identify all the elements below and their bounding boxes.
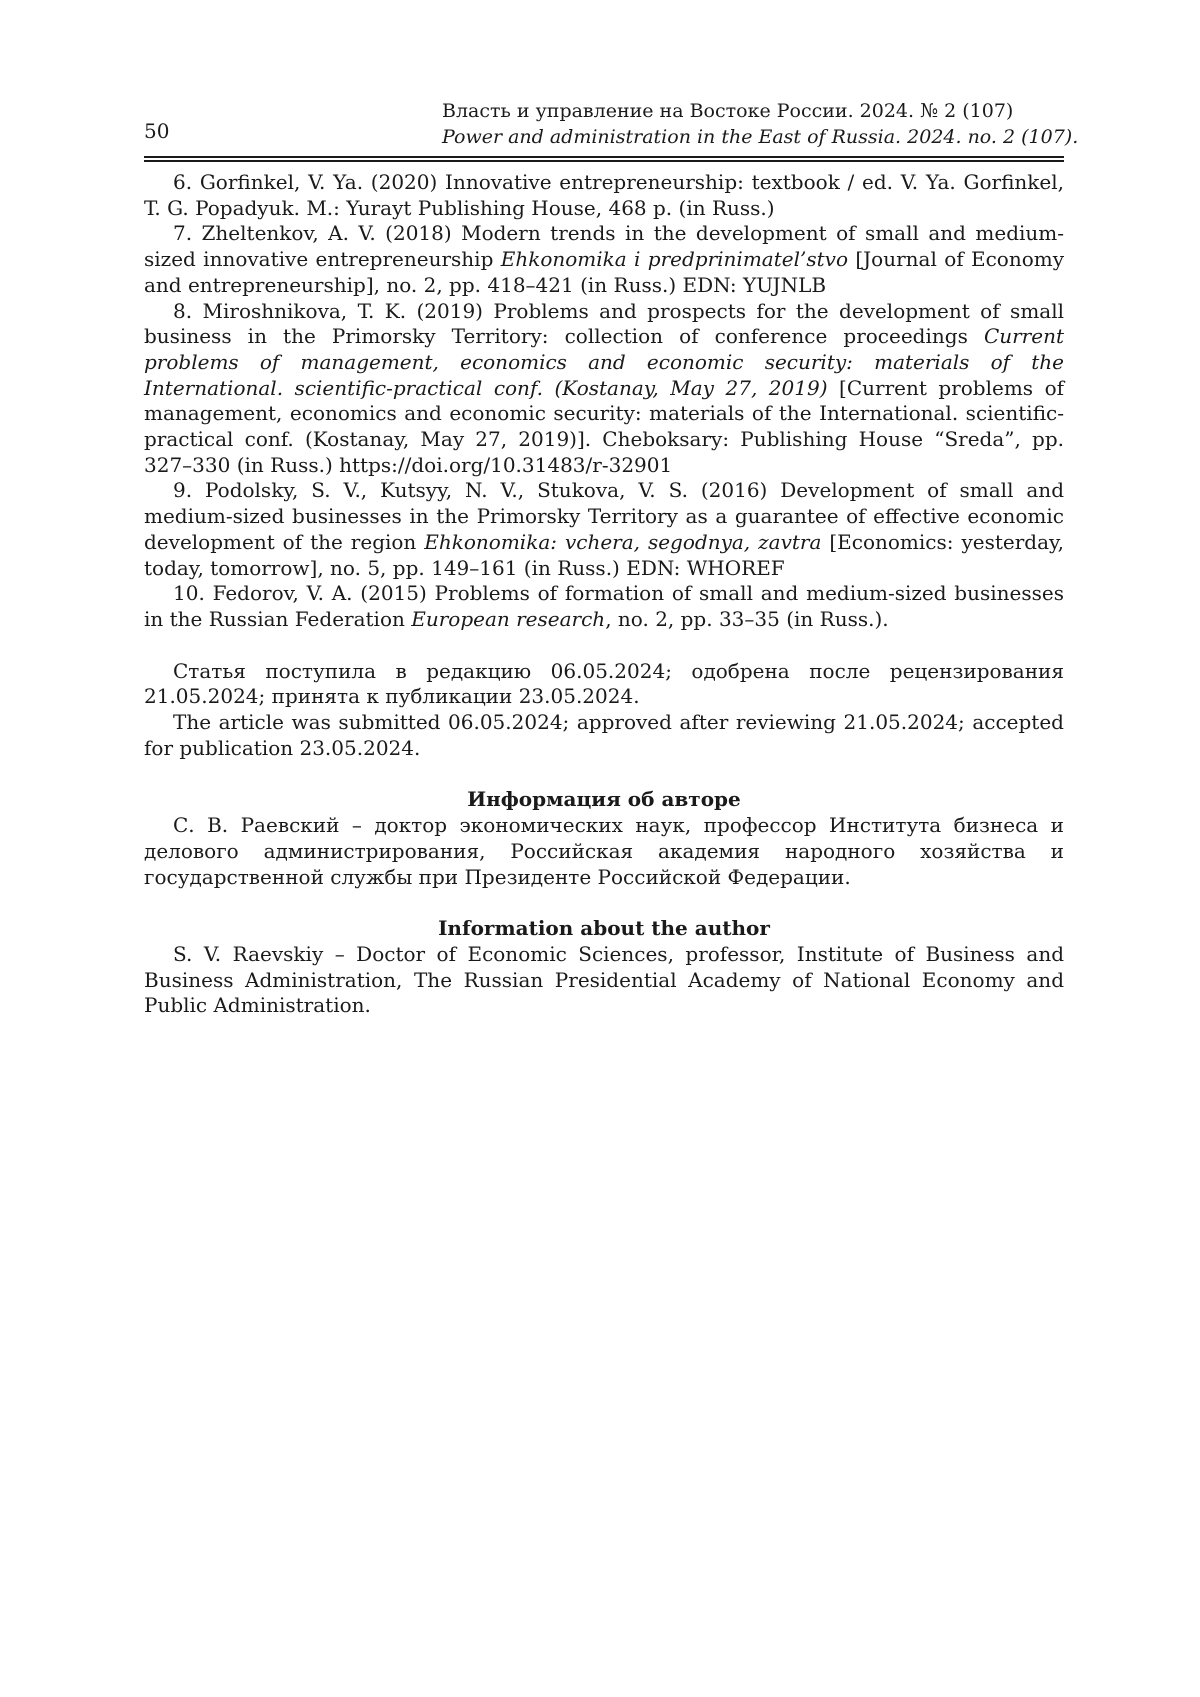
submission-info xyxy=(144,659,1064,762)
author-heading-ru: Информация об авторе xyxy=(144,787,1064,813)
reference-item: 6. Gorfinkel, V. Ya. (2020) Innovative entrepreneurship: textbook / ed. V. Ya. Gorfinkel, T. G. Popadyuk. M.: Yurayt Publishing House, 468 p. (in Russ.) xyxy=(144,170,1064,221)
header-line-ru: Власть и управление на Востоке России. 2024. № 2 (107) xyxy=(442,98,1078,124)
reference-list xyxy=(144,170,1064,633)
reference-item: 8. Miroshnikova, T. K. (2019) Problems and prospects for the development of small business in the Primorsky Territory: collection of conference proceedings Current problems of management, economics and economic security: materials of the International. scientific-practical conf. (Kostanay, May 27, 2019) [Current problems of management, economics and economic security: materials of the International. scientific-practical conf. (Kostanay, May 27, 2019)]. Cheboksary: Publishing House “Sreda”, pp. 327–330 (in Russ.) https://doi.org/10.31483/r-32901 xyxy=(144,299,1064,479)
header-line-en: Power and administration in the East of Russia. 2024. no. 2 (107). xyxy=(442,124,1078,150)
reference-item: 10. Fedorov, V. A. (2015) Problems of formation of small and medium-sized businesses in the Russian Federation European research, no. 2, pp. 33–35 (in Russ.). xyxy=(144,581,1064,632)
header-rule-top xyxy=(144,156,1064,158)
header-rule-bottom xyxy=(144,160,1064,162)
author-info-en xyxy=(144,916,1064,1019)
submission-en: The article was submitted 06.05.2024; approved after reviewing 21.05.2024; accepted for publication 23.05.2024. xyxy=(144,710,1064,761)
author-text-ru: С. В. Раевский – доктор экономических наук, профессор Института бизнеса и делового администрирования, Российская академия народного хозяйства и государственной службы при Президенте Российской Федерации. xyxy=(144,813,1064,890)
page-body xyxy=(144,170,1064,1019)
submission-ru: Статья поступила в редакцию 06.05.2024; одобрена после рецензирования 21.05.2024; принята к публикации 23.05.2024. xyxy=(144,659,1064,710)
reference-item: 7. Zheltenkov, A. V. (2018) Modern trends in the development of small and medium-sized innovative entrepreneurship Ehkonomika i predprinimatel’stvo [Journal of Economy and entrepreneurship], no. 2, pp. 418–421 (in Russ.) EDN: YUJNLB xyxy=(144,221,1064,298)
author-text-en: S. V. Raevskiy – Doctor of Economic Sciences, professor, Institute of Business and Business Administration, The Russian Presidential Academy of National Economy and Public Administration. xyxy=(144,942,1064,1019)
reference-item: 9. Podolsky, S. V., Kutsyy, N. V., Stukova, V. S. (2016) Development of small and medium-sized businesses in the Primorsky Territory as a guarantee of effective economic development of the region Ehkonomika: vchera, segodnya, zavtra [Economics: yesterday, today, tomorrow], no. 5, pp. 149–161 (in Russ.) EDN: WHOREF xyxy=(144,478,1064,581)
page-number: 50 xyxy=(144,118,169,144)
running-header xyxy=(442,98,1078,150)
author-info-ru xyxy=(144,787,1064,890)
author-heading-en: Information about the author xyxy=(144,916,1064,942)
